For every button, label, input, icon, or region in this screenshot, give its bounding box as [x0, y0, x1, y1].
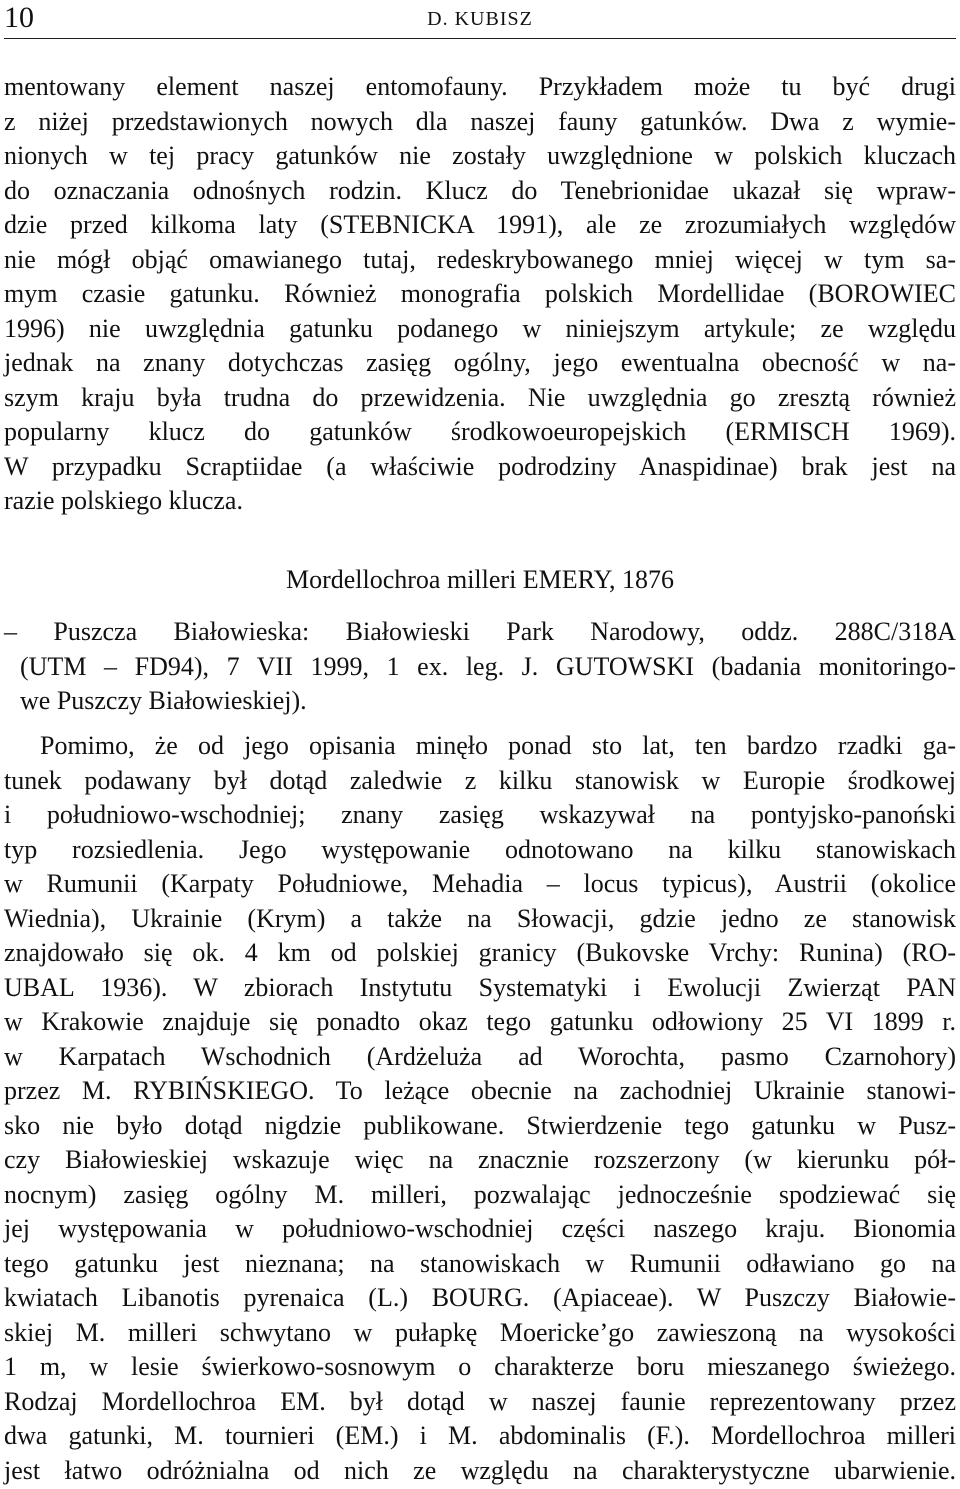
text-line: Wiednia), Ukrainie (Krym) a także na Słowacji, gdzie jedno ze stanowisk	[4, 903, 956, 933]
text-line: 1 m, w lesie świerkowo-sosnowym o charakterze boru mieszanego świeżego.	[4, 1352, 956, 1381]
text-line: z niżej przedstawionych nowych dla naszej fauny gatunków. Dwa z wymie-	[4, 106, 956, 136]
species-heading-block	[4, 563, 956, 598]
text-line: mym czasie gatunku. Również monografia polskich Mordellidae (BOROWIEC	[4, 279, 956, 308]
text-line: razie polskiego klucza.	[4, 486, 243, 515]
text-line: i południowo-wschodniej; znany zasięg wskazywał na pontyjsko-panoński	[4, 800, 956, 829]
text-line: nionych w tej pracy gatunków nie zostały uwzględnione w polskich kluczach	[4, 141, 956, 170]
text-line: szym kraju była trudna do przewidzenia. Nie uwzględnia go zresztą również	[4, 382, 956, 412]
specimen-record	[4, 615, 956, 719]
text-line: dzie przed kilkoma laty (STEBNICKA 1991), ale ze zrozumiałych względów	[4, 210, 956, 239]
running-head: D. KUBISZ	[427, 8, 533, 30]
record-line: – Puszcza Białowieska: Białowieski Park Narodowy, oddz. 288C/318A	[4, 617, 956, 646]
text-line: Pomimo, że od jego opisania minęło ponad sto lat, ten bardzo rzadki ga-	[40, 731, 956, 760]
page-header	[4, 0, 956, 39]
text-line: znajdowało się ok. 4 km od polskiej granicy (Bukovske Vrchy: Runina) (RO-	[4, 938, 956, 967]
paragraph-discussion	[4, 729, 956, 1488]
text-line: nocnym) zasięg ogólny M. milleri, pozwalając jednocześnie spodziewać się	[4, 1179, 956, 1209]
text-line: popularny klucz do gatunków środkowoeuropejskich (ERMISCH 1969).	[4, 417, 956, 446]
text-line: przez M. RYBIŃSKIEGO. To leżące obecnie na zachodniej Ukrainie stanowi-	[4, 1076, 956, 1105]
text-line: czy Białowieskiej wskazuje więc na znacznie rozszerzony (w kierunku pół-	[4, 1145, 956, 1174]
text-line: w Krakowie znajduje się ponadto okaz tego gatunku odłowiony 25 VI 1899 r.	[4, 1007, 956, 1036]
text-line: UBAL 1936). W zbiorach Instytutu Systematyki i Ewolucji Zwierząt PAN	[4, 972, 956, 1002]
text-line: Rodzaj Mordellochroa EM. był dotąd w naszej faunie reprezentowany przez	[4, 1386, 956, 1416]
text-line: W przypadku Scraptiidae (a właściwie podrodziny Anaspidinae) brak jest na	[4, 451, 956, 481]
text-line: do oznaczania odnośnych rodzin. Klucz do Tenebrionidae ukazał się wpraw-	[4, 175, 956, 205]
paragraph-intro	[4, 70, 956, 519]
text-line: sko nie było dotąd nigdzie publikowane. Stwierdzenie tego gatunku w Pusz-	[4, 1110, 956, 1140]
text-line: tunek podawany był dotąd zaledwie z kilku stanowisk w Europie środkowej	[4, 765, 956, 795]
text-line: jednak na znany dotychczas zasięg ogólny, jego ewentualna obecność w na-	[4, 348, 956, 377]
text-line: w Rumunii (Karpaty Południowe, Mehadia – locus typicus), Austrii (okolice	[4, 869, 956, 898]
text-line: dwa gatunki, M. tournieri (EM.) i M. abdominalis (F.). Mordellochroa milleri	[4, 1421, 956, 1450]
text-line: jej występowania w południowo-wschodniej części naszego kraju. Bionomia	[4, 1214, 956, 1243]
text-line: mentowany element naszej entomofauny. Przykładem może tu być drugi	[4, 72, 956, 101]
page-number: 10	[4, 1, 34, 34]
text-line: tego gatunku jest nieznana; na stanowiskach w Rumunii odławiano go na	[4, 1248, 956, 1278]
text-line: skiej M. milleri schwytano w pułapkę Moericke’go zawieszoną na wysokości	[4, 1317, 956, 1347]
text-line: 1996) nie uwzględnia gatunku podanego w niniejszym artykule; ze względu	[4, 313, 956, 343]
text-line: w Karpatach Wschodnich (Ardżeluża ad Worochta, pasmo Czarnohory)	[4, 1041, 956, 1071]
text-line: kwiatach Libanotis pyrenaica (L.) BOURG. (Apiaceae). W Puszczy Białowie-	[4, 1283, 956, 1312]
text-line: jest łatwo odróżnialna od nich ze względu na charakterystyczne ubarwienie.	[4, 1455, 956, 1485]
text-line: nie mógł objąć omawianego tutaj, redeskrybowanego mniej więcej w tym sa-	[4, 244, 956, 274]
species-heading: Mordellochroa milleri EMERY, 1876	[285, 565, 675, 594]
text-line: typ rozsiedlenia. Jego występowanie odnotowano na kilku stanowiskach	[4, 834, 956, 864]
record-line: (UTM – FD94), 7 VII 1999, 1 ex. leg. J. GUTOWSKI (badania monitoringo-	[20, 651, 956, 681]
record-line: we Puszczy Białowieskiej).	[20, 686, 307, 715]
